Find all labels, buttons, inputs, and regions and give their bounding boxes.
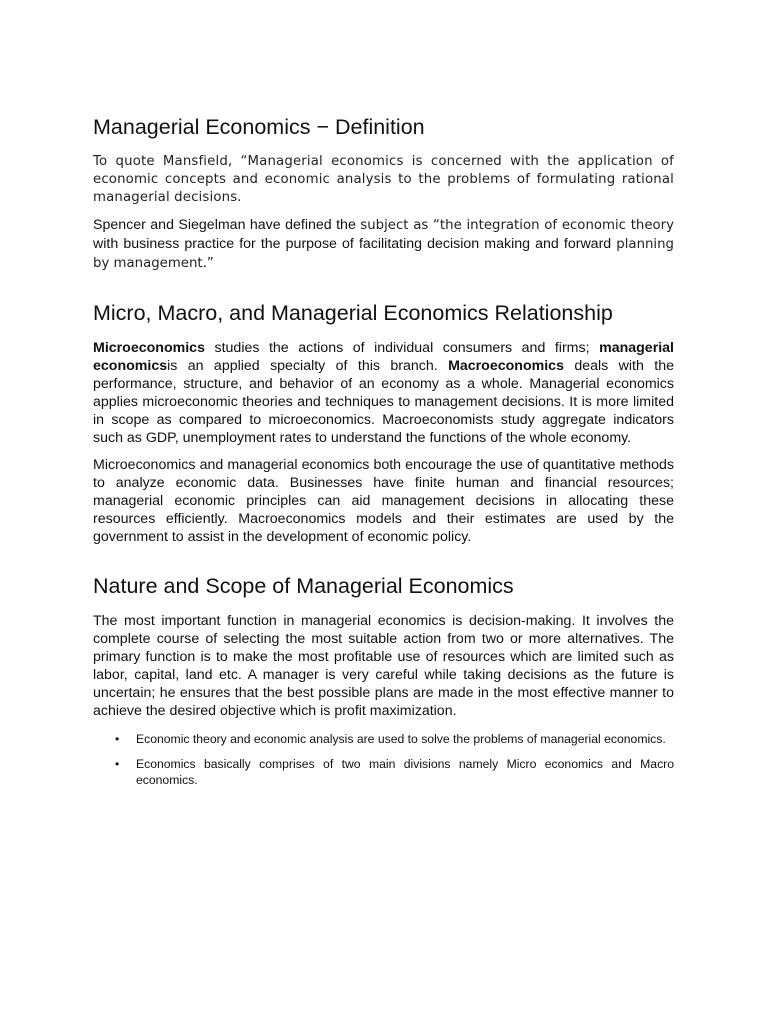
micro-macro-text-1: studies the actions of individual consumers and firms; bbox=[204, 340, 600, 356]
term-macroeconomics: Macroeconomics bbox=[448, 358, 564, 374]
list-item-text: Economic theory and economic analysis are used to solve the problems of managerial economics. bbox=[136, 732, 666, 746]
term-managerial-economics: managerial economics bbox=[93, 340, 674, 374]
spencer-text-part3: with business practice for the purpose of facilitating decision making and forward bbox=[93, 236, 617, 252]
list-item bbox=[93, 731, 674, 747]
list-item bbox=[93, 756, 674, 788]
heading-nature-scope: Nature and Scope of Managerial Economics bbox=[93, 574, 514, 598]
spencer-text-part1: Spencer and Siegelman have defined the bbox=[93, 217, 361, 233]
heading-definition: Managerial Economics − Definition bbox=[93, 115, 425, 139]
micro-macro-paragraph bbox=[93, 339, 674, 447]
term-microeconomics: Microeconomics bbox=[93, 340, 205, 356]
heading-relationship: Micro, Macro, and Managerial Economics Relationship bbox=[93, 301, 613, 325]
mansfield-quote-paragraph bbox=[93, 153, 674, 207]
bullet-icon: • bbox=[115, 757, 120, 771]
spencer-text-part4: planning by management.” bbox=[93, 237, 674, 271]
quantitative-methods-paragraph: Microeconomics and managerial economics both encourage the use of quantitative methods to analyze economic data. Businesses have finite human and financial resources; managerial economic principles can aid management decisions in allocating these resources efficiently. Macroeconomics models and their estimates are used by the government to assist in the development of economic policy. bbox=[93, 457, 674, 545]
decision-making-paragraph: The most important function in managerial economics is decision-making. It involves the complete course of selecting the most suitable action from two or more alternatives. The primary function is to make the most profitable use of resources which are limited such as labor, capital, land etc. A manager is very careful while taking decisions as the future is uncertain; he ensures that the best possible plans are made in the most effective manner to achieve the desired objective which is profit maximization. bbox=[93, 613, 674, 719]
micro-macro-text-2: is an applied specialty of this branch. bbox=[167, 358, 449, 374]
spencer-siegelman-paragraph bbox=[93, 216, 674, 273]
mansfield-quote-text: To quote Mansfield, “Managerial economics is concerned with the application of economic concepts and economic analysis to the problems of formulating rational managerial decisions. bbox=[93, 154, 674, 205]
bullet-icon: • bbox=[115, 732, 120, 746]
bullet-list bbox=[93, 731, 674, 788]
document-content bbox=[93, 114, 674, 788]
spencer-text-part2: subject as “the integration of economic theory bbox=[360, 218, 674, 233]
micro-macro-text-3: deals with the performance, structure, and behavior of an economy as a whole. Managerial economics applies microeconomic theories and techniques to management decisions. It is more limited in scope as compared to microeconomics. Macroeconomists study aggregate indicators such as GDP, unemployment rates to understand the functions of the whole economy. bbox=[93, 358, 674, 446]
list-item-text: Economics basically comprises of two main divisions namely Micro economics and Macro economics. bbox=[136, 757, 674, 787]
